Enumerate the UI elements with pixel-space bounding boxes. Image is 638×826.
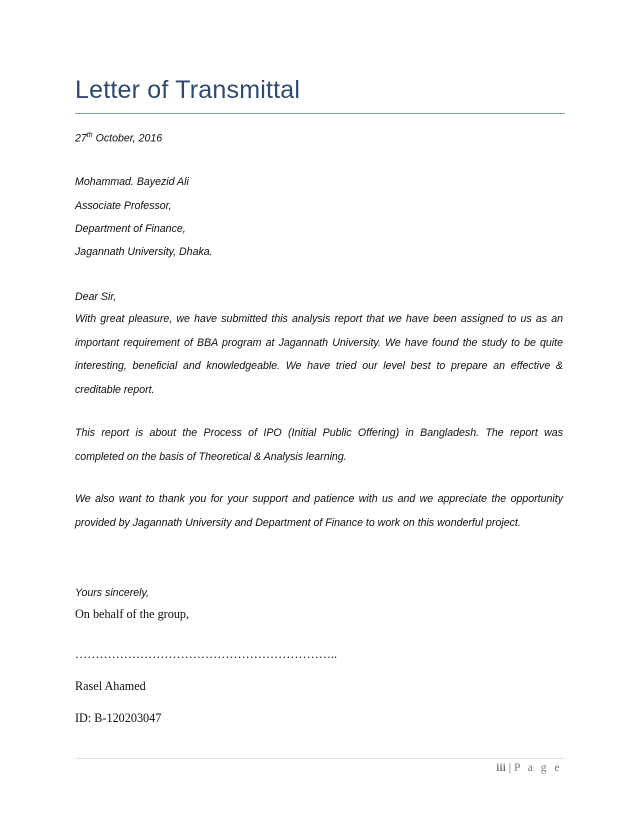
recipient-title: Associate Professor,	[75, 200, 172, 212]
footer-divider	[75, 758, 565, 759]
recipient-name: Mohammad. Bayezid Ali	[75, 176, 189, 188]
signer-name: Rasel Ahamed	[75, 679, 146, 693]
title-underline	[75, 113, 565, 114]
date-rest: October, 2016	[92, 132, 163, 145]
page-number: iii	[496, 762, 506, 774]
paragraph-1: With great pleasure, we have submitted this analysis report that we have been assigned to us as an important requirement of BBA program at Jagannath University. We have found the study to be quite interesting, beneficial and knowledgeable. We have tried our level best to prepare an effective & creditable report.	[75, 313, 563, 396]
signer-id: ID: B-120203047	[75, 711, 162, 725]
date-suffix: th	[86, 132, 93, 139]
paragraph-3: We also want to thank you for your support and patience with us and we appreciate the opportunity provided by Jagannath University and Department of Finance to work on this wonderful project.	[75, 493, 563, 529]
footer-separator: |	[508, 762, 512, 774]
signature-line: ………………………………………………………..	[75, 647, 338, 661]
date-day: 27	[75, 132, 87, 145]
closing: Yours sincerely,	[75, 587, 149, 599]
recipient-department: Department of Finance,	[75, 223, 186, 235]
page-title: Letter of Transmittal	[75, 76, 301, 104]
page-footer	[496, 762, 562, 774]
paragraph-2: This report is about the Process of IPO (Initial Public Offering) in Bangladesh. The report was completed on the basis of Theoretical & Analysis learning.	[75, 427, 563, 463]
salutation: Dear Sir,	[75, 291, 117, 303]
letter-date	[75, 132, 162, 145]
page-label: P a g e	[513, 762, 562, 774]
recipient-university: Jagannath University, Dhaka.	[75, 246, 213, 258]
on-behalf: On behalf of the group,	[75, 607, 190, 621]
